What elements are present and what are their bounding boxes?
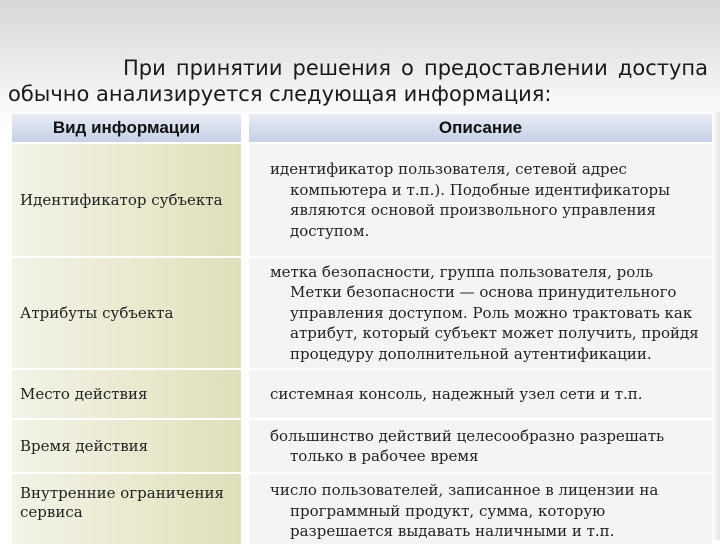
table-row: [12, 420, 712, 472]
intro-line-2: обычно анализируется следующая информация:: [8, 82, 552, 106]
intro-paragraph: [8, 55, 708, 107]
info-type-cell: Время действия: [12, 420, 249, 472]
column-header-description: Описание: [249, 114, 712, 142]
table-row: [12, 144, 712, 256]
description-text: большинство действий целесообразно разрешать только в рабочее время: [270, 426, 665, 465]
description-cell: [249, 370, 712, 418]
intro-line-1: При принятии решения о предоставлении доступа: [123, 56, 708, 80]
column-header-type: Вид информации: [12, 114, 249, 142]
description-text: число пользователей, записанное в лицензии на программный продукт, сумма, которую разрешается выдавать наличными и т.п.: [270, 481, 659, 540]
description-cell: [249, 258, 712, 368]
info-type-cell: Атрибуты субъекта: [12, 258, 249, 368]
description-cell: [249, 420, 712, 472]
info-type-cell: Место действия: [12, 370, 249, 418]
access-info-table: [12, 112, 712, 546]
table-header-row: [12, 114, 712, 142]
info-type-cell: Внутренние ограничения сервиса: [12, 474, 249, 544]
table-row: [12, 474, 712, 544]
table-row: [12, 258, 712, 368]
description-cell: [249, 474, 712, 544]
description-cell: [249, 144, 712, 256]
right-edge-shadow: [712, 112, 720, 540]
info-type-cell: Идентификатор субъекта: [12, 144, 249, 256]
description-text: идентификатор пользователя, сетевой адрес компьютера и т.п.). Подобные идентификаторы являются основой произвольного управления доступом.: [270, 160, 671, 240]
description-text: системная консоль, надежный узел сети и т.п.: [270, 384, 643, 403]
table-row: [12, 370, 712, 418]
description-text: метка безопасности, группа пользователя, роль Метки безопасности — основа принудительного управления доступом. Роль можно трактовать как атрибут, который субъект может получить, пройдя процедуру дополнительной аутентификации.: [270, 262, 699, 363]
